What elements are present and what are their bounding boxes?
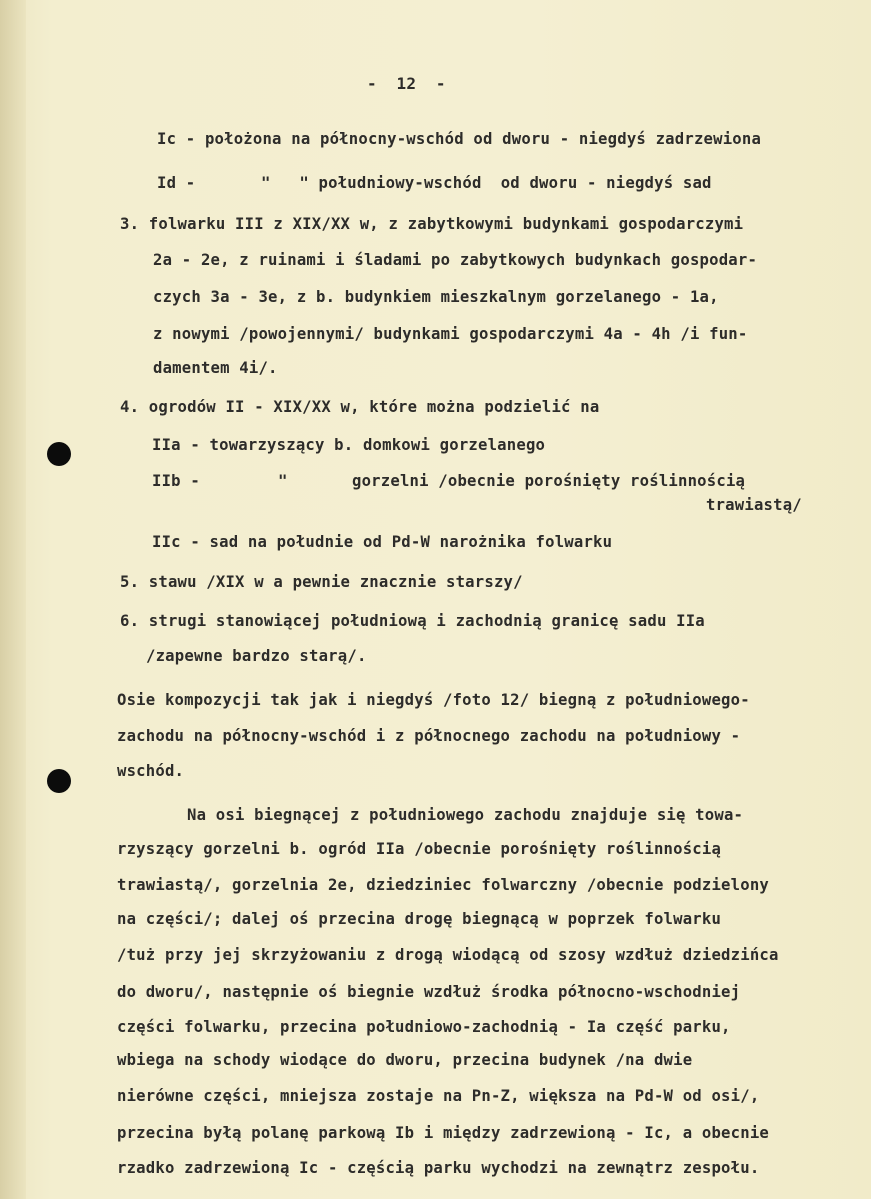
text-line: wbiega na schody wiodące do dworu, przecina budynek /na dwie (117, 1051, 693, 1069)
text-line: Na osi biegnącej z południowego zachodu znajduje się towa- (187, 806, 744, 824)
page-number: - 12 - (367, 74, 446, 93)
text-line: 3. folwarku III z XIX/XX w, z zabytkowymi budynkami gospodarczymi (120, 215, 744, 233)
text-line: " (278, 472, 288, 490)
text-line: Id - (157, 174, 196, 192)
text-line: trawiastą/ (706, 496, 802, 514)
page-edge (0, 0, 26, 1199)
text-line: /zapewne bardzo starą/. (146, 647, 367, 665)
text-line: trawiastą/, gorzelnia 2e, dziedziniec folwarczny /obecnie podzielony (117, 876, 769, 894)
text-line: Osie kompozycji tak jak i niegdyś /foto 12/ biegną z południowego- (117, 691, 750, 709)
text-line: nierówne części, mniejsza zostaje na Pn-Z, większa na Pd-W od osi/, (117, 1087, 760, 1105)
text-line: zachodu na północny-wschód i z północnego zachodu na południowy - (117, 727, 741, 745)
text-line: czych 3a - 3e, z b. budynkiem mieszkalnym gorzelanego - 1a, (153, 288, 719, 306)
text-line: do dworu/, następnie oś biegnie wzdłuż środka północno-wschodniej (117, 983, 741, 1001)
text-line: rzadko zadrzewioną Ic - częścią parku wychodzi na zewnątrz zespołu. (117, 1159, 760, 1177)
text-line: /tuż przy jej skrzyżowaniu z drogą wiodącą od szosy wzdłuż dziedzińca (117, 946, 779, 964)
punch-hole (47, 442, 71, 466)
text-line: z nowymi /powojennymi/ budynkami gospodarczymi 4a - 4h /i fun- (153, 325, 748, 343)
text-line: Ic - położona na północny-wschód od dworu - niegdyś zadrzewiona (157, 130, 762, 148)
text-line: 6. strugi stanowiącej południową i zachodnią granicę sadu IIa (120, 612, 705, 630)
text-line: IIc - sad na południe od Pd-W narożnika folwarku (152, 533, 613, 551)
text-line: gorzelni /obecnie porośnięty roślinnością (352, 472, 746, 490)
text-line: IIa - towarzyszący b. domkowi gorzelanego (152, 436, 546, 454)
text-line: przecina byłą polanę parkową Ib i między zadrzewioną - Ic, a obecnie (117, 1124, 769, 1142)
text-line: " " południowy-wschód od dworu - niegdyś sad (261, 174, 712, 192)
text-line: IIb - (152, 472, 200, 490)
punch-hole (47, 769, 71, 793)
text-line: na części/; dalej oś przecina drogę biegnącą w poprzek folwarku (117, 910, 722, 928)
text-line: wschód. (117, 762, 185, 780)
text-line: 5. stawu /XIX w a pewnie znacznie starszy/ (120, 573, 523, 591)
text-line: 2a - 2e, z ruinami i śladami po zabytkowych budynkach gospodar- (153, 251, 758, 269)
text-line: 4. ogrodów II - XIX/XX w, które można podzielić na (120, 398, 600, 416)
text-line: części folwarku, przecina południowo-zachodnią - Ia część parku, (117, 1018, 731, 1036)
text-line: damentem 4i/. (153, 359, 278, 377)
text-line: rzyszący gorzelni b. ogród IIa /obecnie porośnięty roślinnością (117, 840, 722, 858)
